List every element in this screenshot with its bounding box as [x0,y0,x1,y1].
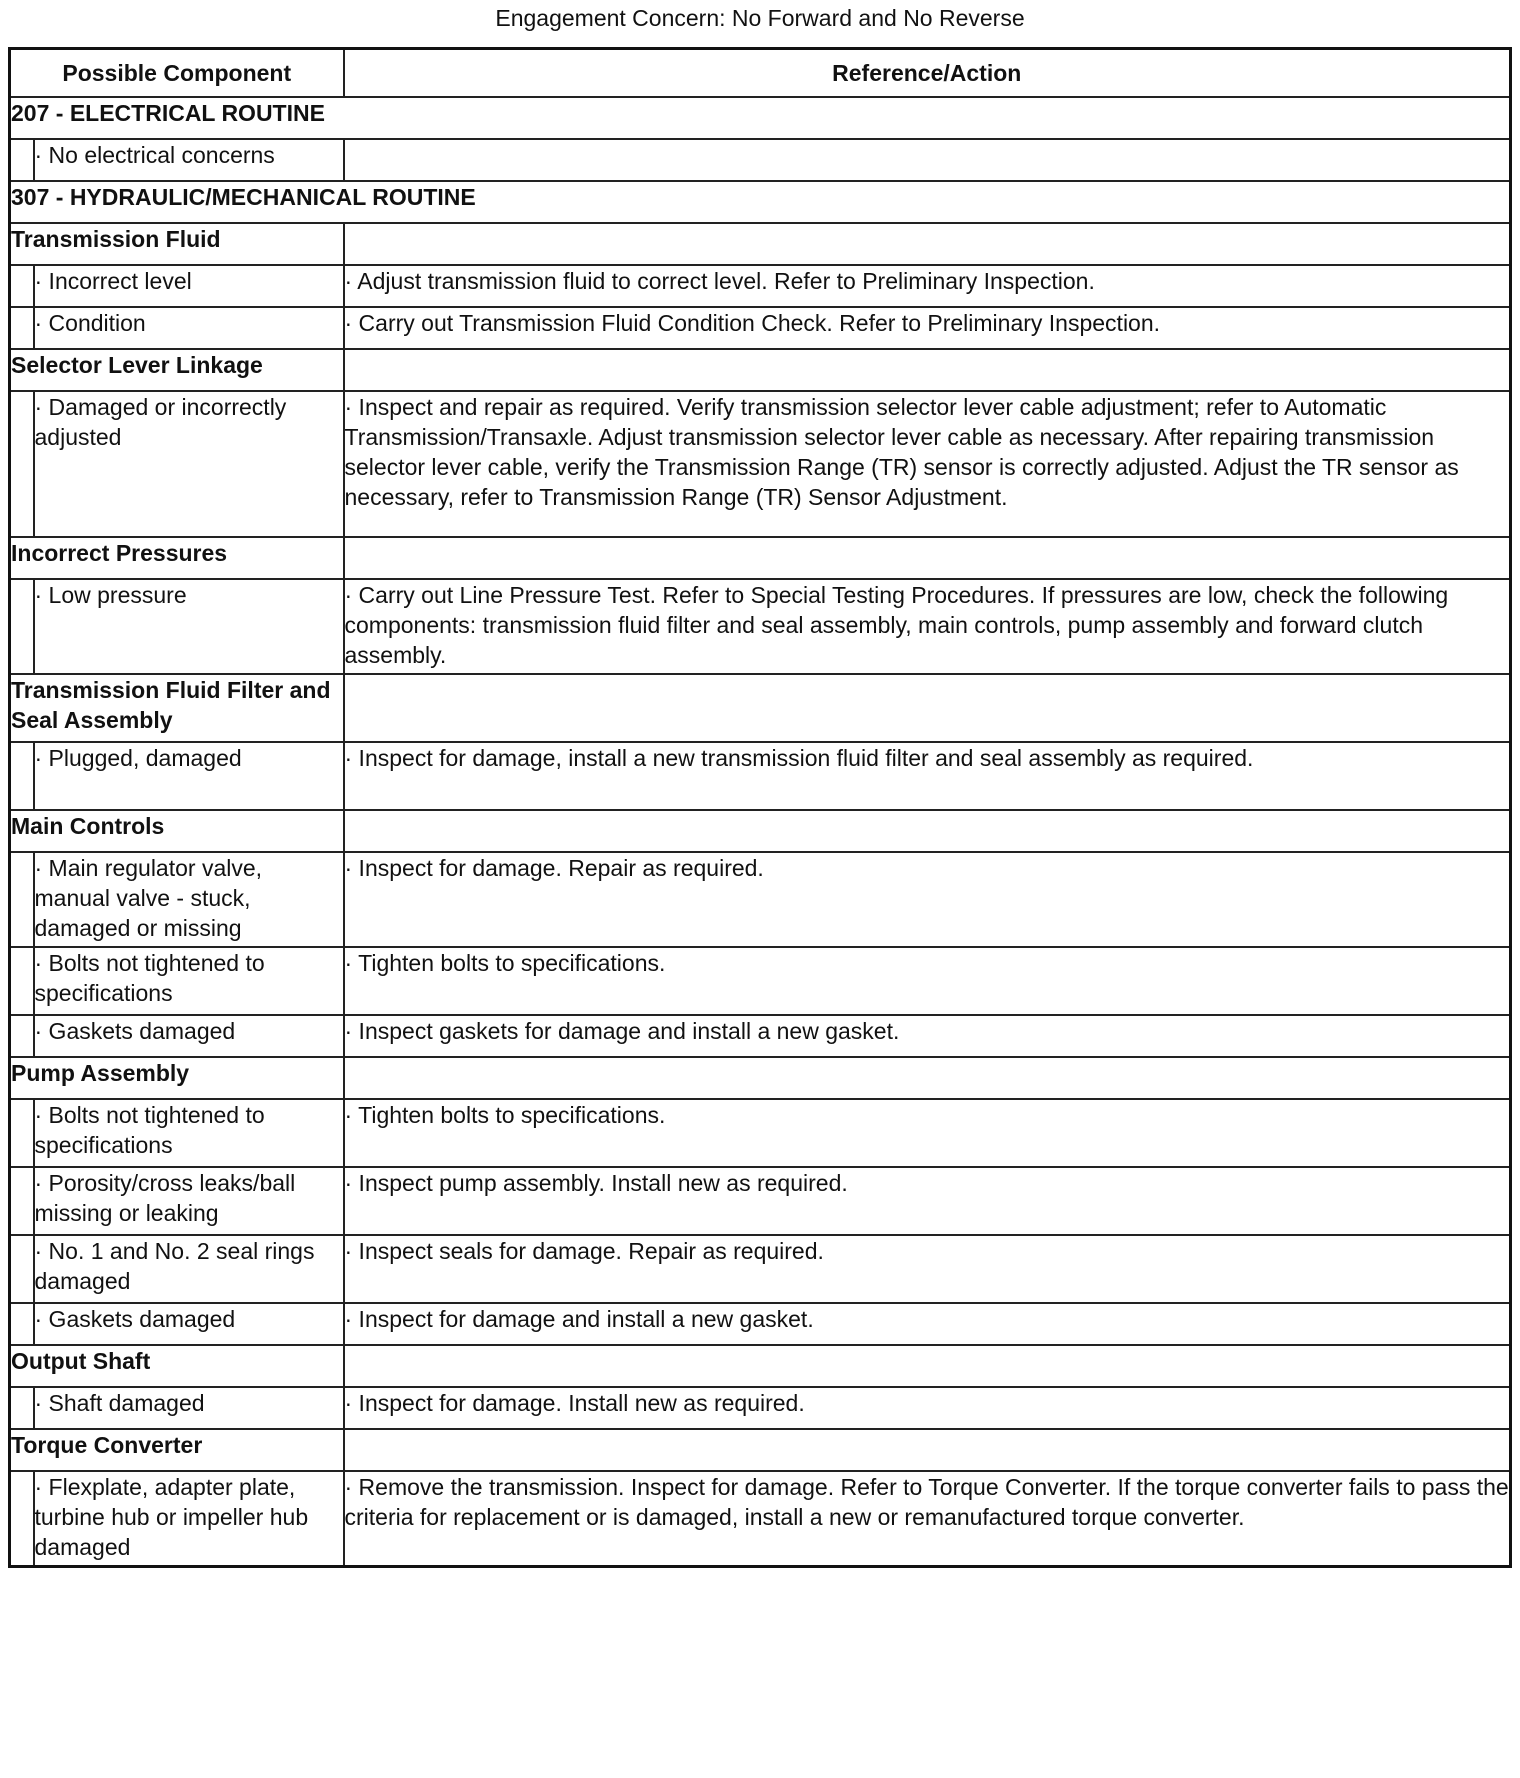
group-heading: Selector Lever Linkage [10,349,344,391]
component-cell: · Condition [34,307,344,349]
group-row [10,349,1511,391]
table-row [10,947,1511,1015]
table-row [10,1015,1511,1057]
indent-cell [10,265,34,307]
group-row [10,1345,1511,1387]
indent-cell [10,1387,34,1429]
page-title: Engagement Concern: No Forward and No Reverse [495,5,1025,31]
group-row [10,223,1511,265]
group-row [10,810,1511,852]
table-row [10,139,1511,181]
indent-cell [10,1471,34,1566]
component-cell: · Incorrect level [34,265,344,307]
table-body [10,97,1511,1566]
indent-cell [10,1015,34,1057]
action-cell: · Inspect for damage. Install new as required. [344,1387,1511,1429]
action-cell: · Carry out Line Pressure Test. Refer to Special Testing Procedures. If pressures are low, check the following components: transmission fluid filter and seal assembly, main controls, pump assembly and forward clutch assembly. [344,579,1511,674]
component-cell: · Gaskets damaged [34,1015,344,1057]
group-heading: Main Controls [10,810,344,852]
action-cell: · Inspect and repair as required. Verify transmission selector lever cable adjustment; refer to Automatic Transmission/Transaxle. Adjust transmission selector lever cable as necessary. After repairing transmission selector lever cable, verify the Transmission Range (TR) sensor is correctly adjusted. Adjust the TR sensor as necessary, refer to Transmission Range (TR) Sensor Adjustment. [344,391,1511,537]
table-row [10,265,1511,307]
component-cell: · Bolts not tightened to specifications [34,1099,344,1167]
group-row [10,537,1511,579]
indent-cell [10,1235,34,1303]
group-action-cell [344,674,1511,742]
group-heading: Output Shaft [10,1345,344,1387]
table-row [10,1303,1511,1345]
group-heading: Transmission Fluid [10,223,344,265]
component-cell: · Porosity/cross leaks/ball missing or leaking [34,1167,344,1235]
component-cell: · No electrical concerns [34,139,344,181]
action-cell: · Carry out Transmission Fluid Condition Check. Refer to Preliminary Inspection. [344,307,1511,349]
group-action-cell [344,223,1511,265]
group-row [10,674,1511,742]
component-cell: · Plugged, damaged [34,742,344,810]
component-cell: · Bolts not tightened to specifications [34,947,344,1015]
group-action-cell [344,349,1511,391]
indent-cell [10,307,34,349]
group-heading: Incorrect Pressures [10,537,344,579]
section-heading: 207 - ELECTRICAL ROUTINE [10,97,1511,139]
action-cell: · Inspect for damage and install a new gasket. [344,1303,1511,1345]
component-cell: · Damaged or incorrectly adjusted [34,391,344,537]
indent-cell [10,947,34,1015]
action-cell: · Adjust transmission fluid to correct level. Refer to Preliminary Inspection. [344,265,1511,307]
action-cell: · Tighten bolts to specifications. [344,1099,1511,1167]
component-cell: · Shaft damaged [34,1387,344,1429]
indent-cell [10,852,34,947]
component-cell: · Main regulator valve, manual valve - stuck, damaged or missing [34,852,344,947]
column-header-action: Reference/Action [344,49,1511,98]
table-row [10,852,1511,947]
table-row [10,579,1511,674]
group-row [10,1057,1511,1099]
column-header-component: Possible Component [10,49,344,98]
indent-cell [10,1167,34,1235]
indent-cell [10,579,34,674]
action-cell: · Inspect for damage, install a new transmission fluid filter and seal assembly as required. [344,742,1511,810]
header-row [10,49,1511,98]
group-action-cell [344,1345,1511,1387]
indent-cell [10,139,34,181]
section-heading: 307 - HYDRAULIC/MECHANICAL ROUTINE [10,181,1511,223]
component-cell: · Flexplate, adapter plate, turbine hub or impeller hub damaged [34,1471,344,1566]
group-action-cell [344,810,1511,852]
group-heading: Transmission Fluid Filter and Seal Assembly [10,674,344,742]
component-cell: · Low pressure [34,579,344,674]
action-cell: · Remove the transmission. Inspect for damage. Refer to Torque Converter. If the torque converter fails to pass the criteria for replacement or is damaged, install a new or remanufactured torque converter. [344,1471,1511,1566]
table-row [10,391,1511,537]
action-cell: · Inspect gaskets for damage and install a new gasket. [344,1015,1511,1057]
group-heading: Torque Converter [10,1429,344,1471]
component-cell: · No. 1 and No. 2 seal rings damaged [34,1235,344,1303]
table-row [10,1387,1511,1429]
table-row [10,1235,1511,1303]
group-row [10,1429,1511,1471]
group-action-cell [344,537,1511,579]
indent-cell [10,1303,34,1345]
group-action-cell [344,1057,1511,1099]
component-cell: · Gaskets damaged [34,1303,344,1345]
action-cell: · Inspect for damage. Repair as required. [344,852,1511,947]
table-row [10,742,1511,810]
table-row [10,307,1511,349]
action-cell: · Tighten bolts to specifications. [344,947,1511,1015]
indent-cell [10,1099,34,1167]
section-row [10,181,1511,223]
table-row [10,1167,1511,1235]
indent-cell [10,742,34,810]
section-row [10,97,1511,139]
indent-cell [10,391,34,537]
group-heading: Pump Assembly [10,1057,344,1099]
action-cell [344,139,1511,181]
action-cell: · Inspect pump assembly. Install new as required. [344,1167,1511,1235]
action-cell: · Inspect seals for damage. Repair as required. [344,1235,1511,1303]
table-row [10,1471,1511,1566]
table-row [10,1099,1511,1167]
group-action-cell [344,1429,1511,1471]
diagnostic-table [8,47,1512,1568]
